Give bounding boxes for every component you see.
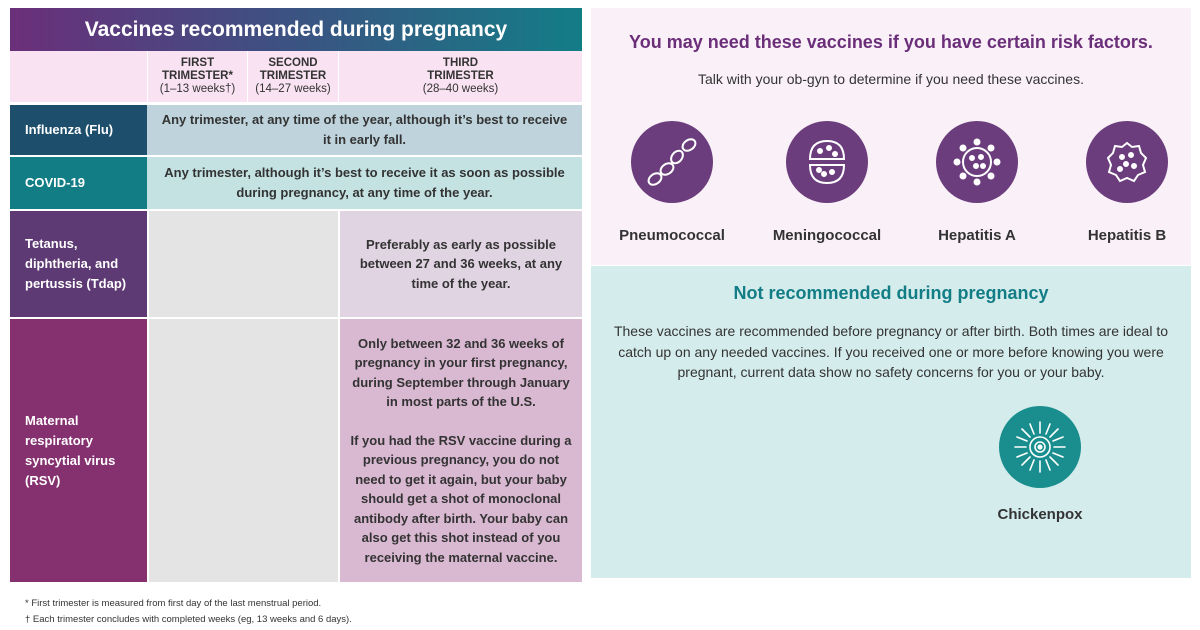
vaccine-label: Chickenpox xyxy=(997,506,1083,523)
empty-cell-rsv xyxy=(147,319,338,582)
trimester-header-row xyxy=(10,51,582,103)
table-row-tdap xyxy=(10,209,582,317)
vaccine-meningococcal xyxy=(752,121,902,244)
rsv-paragraph-2: If you had the RSV vaccine during a previous pregnancy, you do not need to get it again, but your baby should get a shot of monoclonal antibody after birth. Your baby can also get this shot instead of you receiving the maternal vaccine. xyxy=(350,432,572,565)
row-text-rsv xyxy=(338,319,582,582)
virus-particle-icon xyxy=(1086,121,1168,203)
header-third-trimester: THIRD TRIMESTER (28–40 weeks) xyxy=(338,51,582,102)
risk-factor-panel xyxy=(591,8,1191,265)
footnotes xyxy=(10,596,582,628)
table-row-influenza xyxy=(10,103,582,155)
vaccine-label: Meningococcal xyxy=(772,227,882,244)
row-label-influenza: Influenza (Flu) xyxy=(10,105,147,155)
row-text-tdap: Preferably as early as possible between 27 and 36 weeks, at any time of the year. xyxy=(338,211,582,317)
virus-icon xyxy=(936,121,1018,203)
row-label-rsv: Maternal respiratory syncytial virus (RSV) xyxy=(10,319,147,582)
diplococcus-icon xyxy=(786,121,868,203)
row-text-covid: Any trimester, although it’s best to receive it as soon as possible during pregnancy, at any time of the year. xyxy=(147,157,582,209)
vaccine-table xyxy=(10,8,582,628)
table-title: Vaccines recommended during pregnancy xyxy=(10,8,582,51)
header-first-trimester: FIRST TRIMESTER* (1–13 weeks†) xyxy=(147,51,247,102)
header-second-trimester: SECOND TRIMESTER (14–27 weeks) xyxy=(247,51,338,102)
vaccine-label: Hepatitis A xyxy=(938,227,1016,244)
risk-title: You may need these vaccines if you have certain risk factors. xyxy=(629,32,1153,52)
not-recommended-body: These vaccines are recommended before pregnancy or after birth. Both times are ideal to catch up on any needed vaccines. If you received one or more before knowing you were pregnant, current data show no safety concerns for you or your baby. xyxy=(613,323,1169,380)
rsv-paragraph-1: Only between 32 and 36 weeks of pregnancy in your first pregnancy, during September through January in most parts of the U.S. xyxy=(352,335,570,410)
row-label-tdap: Tetanus, diphtheria, and pertussis (Tdap) xyxy=(10,211,147,317)
footnote-first-trimester: * First trimester is measured from first day of the last menstrual period. xyxy=(25,598,322,609)
footnote-completed-weeks: † Each trimester concludes with completed weeks (eg, 13 weeks and 6 days). xyxy=(25,614,352,625)
vaccine-label: Pneumococcal xyxy=(619,227,725,244)
not-recommended-title: Not recommended during pregnancy xyxy=(733,283,1049,303)
table-row-covid xyxy=(10,155,582,209)
table-row-rsv xyxy=(10,317,582,582)
vaccine-hepatitis-a xyxy=(902,121,1052,244)
vaccine-pneumococcal xyxy=(597,121,747,244)
not-recommended-panel xyxy=(591,266,1191,578)
vaccine-chickenpox xyxy=(965,406,1115,523)
row-label-covid: COVID-19 xyxy=(10,157,147,209)
row-text-influenza: Any trimester, at any time of the year, although it’s best to receive it in early fall. xyxy=(147,105,582,155)
vaccine-hepatitis-b xyxy=(1052,121,1200,244)
empty-cell-tdap xyxy=(147,211,338,317)
header-empty-cell xyxy=(10,51,147,102)
bacteria-chain-icon xyxy=(631,121,713,203)
risk-subtitle: Talk with your ob-gyn to determine if you need these vaccines. xyxy=(698,71,1084,87)
vaccine-label: Hepatitis B xyxy=(1087,227,1167,244)
varicella-virus-icon xyxy=(999,406,1081,488)
